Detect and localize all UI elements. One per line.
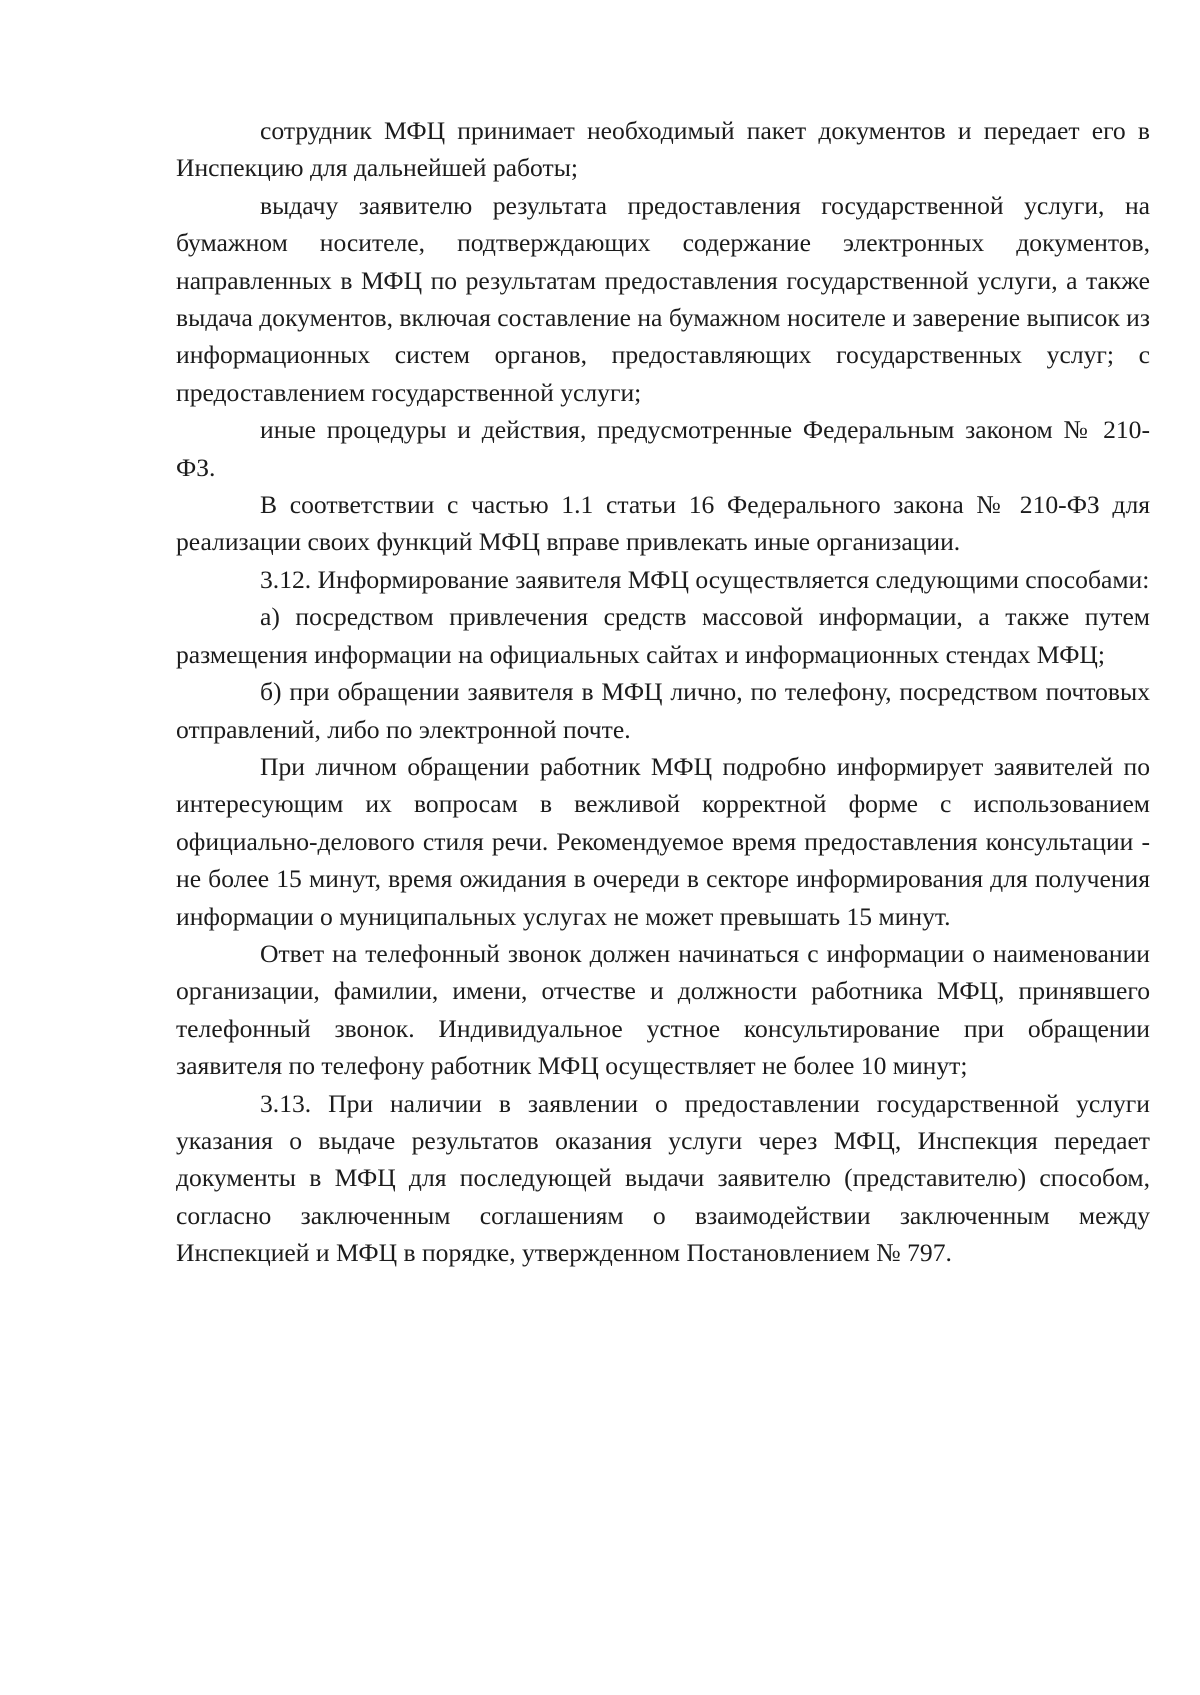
paragraph-result-issuance: выдачу заявителю результата предоставления государственной услуги, на бумажном носителе, подтверждающих содержание электронных документов, направленных в МФЦ по результатам предоставления государственной услуги, а также выдача документов, включая составление на бумажном носителе и заверение выписок из информационных систем органов, предоставляющих государственных услуг; с предоставлением государственной услуги;: [176, 190, 1150, 407]
paragraph-item-b: б) при обращении заявителя в МФЦ лично, по телефону, посредством почтовых отправлений, либо по электронной почте.: [176, 677, 1150, 744]
paragraph-section-3-12: 3.12. Информирование заявителя МФЦ осуществляется следующими способами:: [260, 564, 1150, 594]
paragraph-mfc-employee: сотрудник МФЦ принимает необходимый пакет документов и передает его в Инспекцию для дальнейшей работы;: [176, 116, 1150, 183]
paragraph-law-reference: В соответствии с частью 1.1 статьи 16 Федерального закона № 210-ФЗ для реализации своих функций МФЦ вправе привлекать иные организации.: [176, 490, 1150, 557]
document-page: [176, 112, 1150, 1272]
paragraph-phone-call: Ответ на телефонный звонок должен начинаться с информации о наименовании организации, фамилии, имени, отчестве и должности работника МФЦ, принявшего телефонный звонок. Индивидуальное устное консультирование при обращении заявителя по телефону работник МФЦ осуществляет не более 10 минут;: [176, 938, 1150, 1081]
paragraph-item-a: а) посредством привлечения средств массовой информации, а также путем размещения информации на официальных сайтах и информационных стендах МФЦ;: [176, 602, 1150, 669]
paragraph-section-3-13: 3.13. При наличии в заявлении о предоставлении государственной услуги указания о выдаче результатов оказания услуги через МФЦ, Инспекция передает документы в МФЦ для последующей выдачи заявителю (представителю) способом, согласно заключенным соглашениям о взаимодействии заключенным между Инспекцией и МФЦ в порядке, утвержденном Постановлением № 797.: [176, 1088, 1150, 1268]
paragraph-other-procedures: иные процедуры и действия, предусмотренные Федеральным законом № 210-ФЗ.: [176, 415, 1150, 482]
paragraph-personal-visit: При личном обращении работник МФЦ подробно информирует заявителей по интересующим их вопросам в вежливой корректной форме с использованием официально-делового стиля речи. Рекомендуемое время предоставления консультации - не более 15 минут, время ожидания в очереди в секторе информирования для получения информации о муниципальных услугах не может превышать 15 минут.: [176, 751, 1150, 931]
